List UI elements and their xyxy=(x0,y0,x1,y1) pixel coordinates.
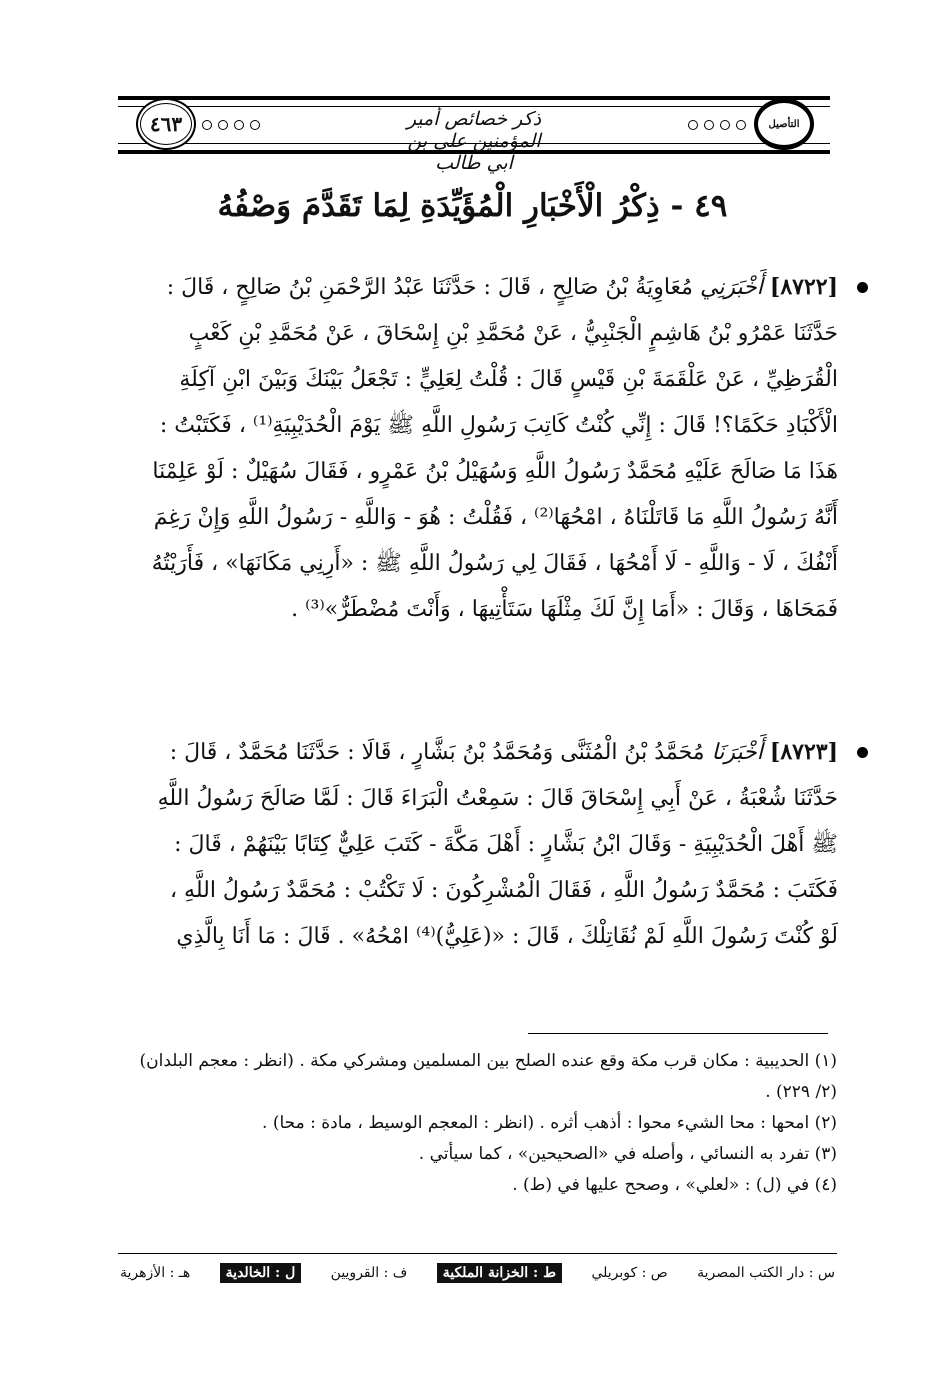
hadith-line: لَوْ كُنْتَ رَسُولَ اللَّهِ لَمْ نُقَاتِلْكَ ، قَالَ : «(عَلِيُّ)⁽⁴⁾ امْحُهُ» . قَالَ : مَا أَنَا بِالَّذِي xyxy=(176,924,838,949)
running-title: ذكر خصائص أمير المؤمنين علي بن أبي طالب xyxy=(406,108,542,174)
hadith-number: [٨٧٢٢] xyxy=(769,274,838,300)
hadith-lead: أَخْبَرَنَا xyxy=(711,740,763,765)
siglum-item: ص : كوبريلي xyxy=(591,1265,668,1281)
siglum-item: ف : القرويين xyxy=(330,1265,408,1281)
footnotes xyxy=(118,1046,837,1201)
sigla-divider xyxy=(118,1253,837,1254)
page-number-medallion xyxy=(136,98,196,150)
hadith-line: حَدَّثَنَا عَمْرُو بْنُ هَاشِمٍ الْجَنْبِيُّ ، عَنْ مُحَمَّدِ بْنِ إِسْحَاقَ ، عَنْ مُحَمَّدِ بْنِ كَعْبٍ xyxy=(188,321,838,346)
bullet-icon xyxy=(857,282,868,293)
hadith-line: الْأَكْبَادِ حَكَمًا؟! قَالَ : إِنِّي كُنْتُ كَاتِبَ رَسُولِ اللَّهِ ﷺ يَوْمَ الْحُدَيْبِيَةِ⁽¹⁾ ، فَكَتَبْتُ : xyxy=(159,413,838,438)
footnote-divider xyxy=(528,1033,828,1034)
footnote: (٤) في (ل) : «لعلي» ، وصحح عليها في (ط) . xyxy=(512,1175,837,1195)
hadith-number: [٨٧٢٣] xyxy=(769,739,838,765)
chain-ornament-right xyxy=(688,114,746,136)
footnote: (١) الحديبية : مكان قرب مكة وقع عنده الصلح بين المسلمين ومشركي مكة . (انظر : معجم البلدان) (٢/ ٢٢٩) . xyxy=(139,1051,837,1102)
chain-ornament-left xyxy=(202,114,260,136)
siglum-item: هـ : الأزهرية xyxy=(120,1265,191,1281)
hadith-line: ﷺ أَهْلَ الْحُدَيْبِيَةِ - وَقَالَ ابْنُ بَشَّارٍ : أَهْلَ مَكَّةَ - كَتَبَ عَلِيٌّ كِتَابًا بَيْنَهُمْ ، قَالَ : xyxy=(174,832,838,857)
hadith-line: [٨٧٢٣] أَخْبَرَنَا مُحَمَّدُ بْنُ الْمُثَنَّى وَمُحَمَّدُ بْنُ بَشَّارٍ ، قَالَا : حَدَّثَنَا مُحَمَّدٌ ، قَالَ : xyxy=(169,739,838,765)
siglum-item: س : دار الكتب المصرية xyxy=(697,1265,835,1281)
publisher-seal-text: التأصيل xyxy=(758,103,810,145)
manuscript-sigla xyxy=(120,1263,835,1283)
hadith-lead: أَخْبَرَنِي xyxy=(699,275,763,300)
hadith-line: فَمَحَاهَا ، وَقَالَ : «أَمَا إِنَّ لَكَ مِثْلَهَا سَتَأْتِيهَا ، وَأَنْتَ مُضْطَرٌّ»⁽³⁾ . xyxy=(291,597,838,622)
page-header xyxy=(118,96,830,174)
hadith-line: أَنْفُكَ ، لَا - وَاللَّهِ - لَا أَمْحُهَا ، فَقَالَ لِي رَسُولُ اللَّهِ ﷺ : «أَرِنِي مَكَانَهَا» ، فَأَرَيْتُهُ xyxy=(151,551,838,576)
hadith-line: هَذَا مَا صَالَحَ عَلَيْهِ مُحَمَّدٌ رَسُولُ اللَّهِ وَسُهَيْلُ بْنُ عَمْرٍو ، فَقَالَ سُهَيْلٌ : لَوْ عَلِمْنَا xyxy=(152,459,838,484)
hadith-line: أَنَّهُ رَسُولُ اللَّهِ مَا قَاتَلْنَاهُ ، امْحُهَا⁽²⁾ ، فَقُلْتُ : هُوَ - وَاللَّهِ - رَسُولُ اللَّهِ وَإِنْ رَغِمَ xyxy=(153,505,838,530)
hadith-line: حَدَّثَنَا شُعْبَةُ ، عَنْ أَبِي إِسْحَاقَ قَالَ : سَمِعْتُ الْبَرَاءَ قَالَ : لَمَّا صَالَحَ رَسُولُ اللَّهِ xyxy=(157,786,838,811)
hadith-block xyxy=(128,729,838,960)
footnote: (٣) تفرد به النسائي ، وأصله في «الصحيحين» ، كما سيأتي . xyxy=(418,1144,837,1164)
page-number: ٤٦٣ xyxy=(140,103,192,145)
hadith-line: فَكَتَبَ : مُحَمَّدٌ رَسُولُ اللَّهِ ، فَقَالَ الْمُشْرِكُونَ : لَا تَكْتُبْ : مُحَمَّدٌ رَسُولُ اللَّهِ ، xyxy=(169,878,838,903)
bullet-icon xyxy=(857,747,868,758)
hadith-line: الْقُرَظِيِّ ، عَنْ عَلْقَمَةَ بْنِ قَيْسٍ قَالَ : قُلْتُ لِعَلِيٍّ : تَجْعَلُ بَيْنَكَ وَبَيْنَ ابْنِ آكِلَةِ xyxy=(179,367,838,392)
siglum-item-highlighted: ط : الخزانة الملكية xyxy=(437,1263,562,1283)
siglum-item-highlighted: ل : الخالدية xyxy=(220,1263,302,1283)
footnote: (٢) امحها : محا الشيء محوا : أذهب أثره . (انظر : المعجم الوسيط ، مادة : محا) . xyxy=(262,1113,837,1133)
chapter-title: ٤٩ - ذِكْرُ الْأَخْبَارِ الْمُؤَيِّدَةِ لِمَا تَقَدَّمَ وَصْفُهُ xyxy=(217,188,728,224)
publisher-seal-icon xyxy=(754,98,814,150)
hadith-line: [٨٧٢٢] أَخْبَرَنِي مُعَاوِيَةُ بْنُ صَالِحٍ ، قَالَ : حَدَّثَنَا عَبْدُ الرَّحْمَنِ بْنُ صَالِحٍ ، قَالَ : xyxy=(166,274,838,300)
hadith-block xyxy=(128,264,838,633)
